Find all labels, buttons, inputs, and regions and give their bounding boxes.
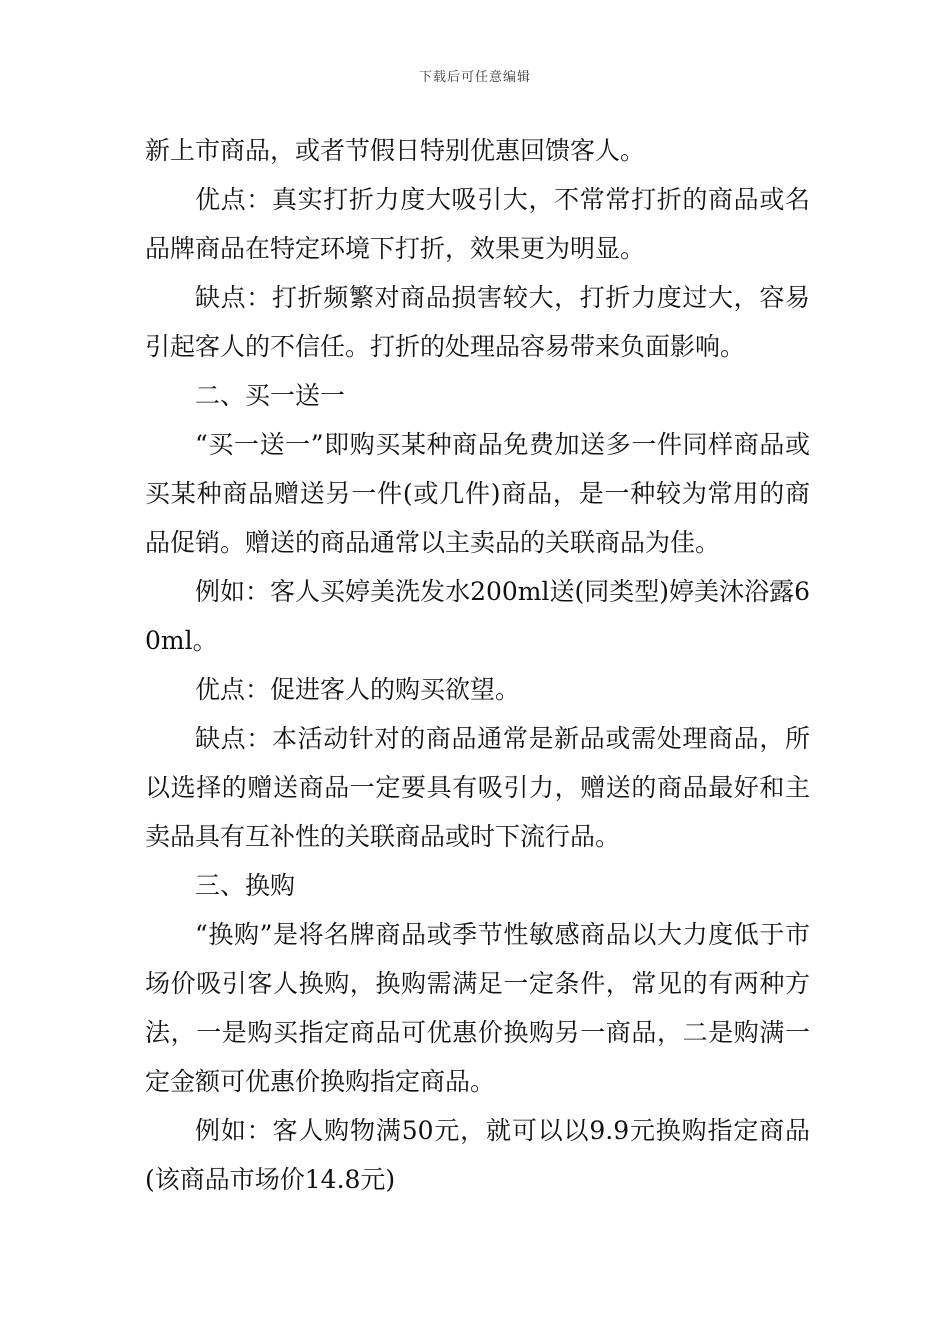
paragraph-5: “买一送一”即购买某种商品免费加送多一件同样商品或买某种商品赠送另一件(或几件)商品，是一种较为常用的商品促销。赠送的商品通常以主卖品的关联商品为佳。 <box>145 430 810 557</box>
paragraph-11: 例如：客人购物满50元，就可以以9.9元换购指定商品(该商品市场价14.8元) <box>145 1116 810 1194</box>
paragraph-2: 优点：真实打折力度大吸引大，不常常打折的商品或名品牌商品在特定环境下打折，效果更为明显。 <box>145 185 810 263</box>
paragraph-8: 缺点：本活动针对的商品通常是新品或需处理商品，所以选择的赠送商品一定要具有吸引力，赠送的商品最好和主卖品具有互补性的关联商品或时下流行品。 <box>145 724 810 851</box>
section-heading-3: 三、换购 <box>195 871 296 900</box>
document-body <box>145 126 810 1204</box>
section-heading-2: 二、买一送一 <box>195 381 346 410</box>
paragraph-7: 优点：促进客人的购买欲望。 <box>195 675 521 704</box>
paragraph-3: 缺点：打折频繁对商品损害较大，打折力度过大，容易引起客人的不信任。打折的处理品容易带来负面影响。 <box>145 283 810 361</box>
page-header: 下载后可任意编辑 <box>418 70 531 85</box>
paragraph-6: 例如：客人买婷美洗发水200ml送(同类型)婷美沐浴露60ml。 <box>145 577 810 655</box>
paragraph-1: 新上市商品，或者节假日特别优惠回馈客人。 <box>145 136 646 165</box>
paragraph-10: “换购”是将名牌商品或季节性敏感商品以大力度低于市场价吸引客人换购，换购需满足一定条件，常见的有两种方法，一是购买指定商品可优惠价换购另一商品，二是购满一定金额可优惠价换购指定商品。 <box>145 920 810 1096</box>
